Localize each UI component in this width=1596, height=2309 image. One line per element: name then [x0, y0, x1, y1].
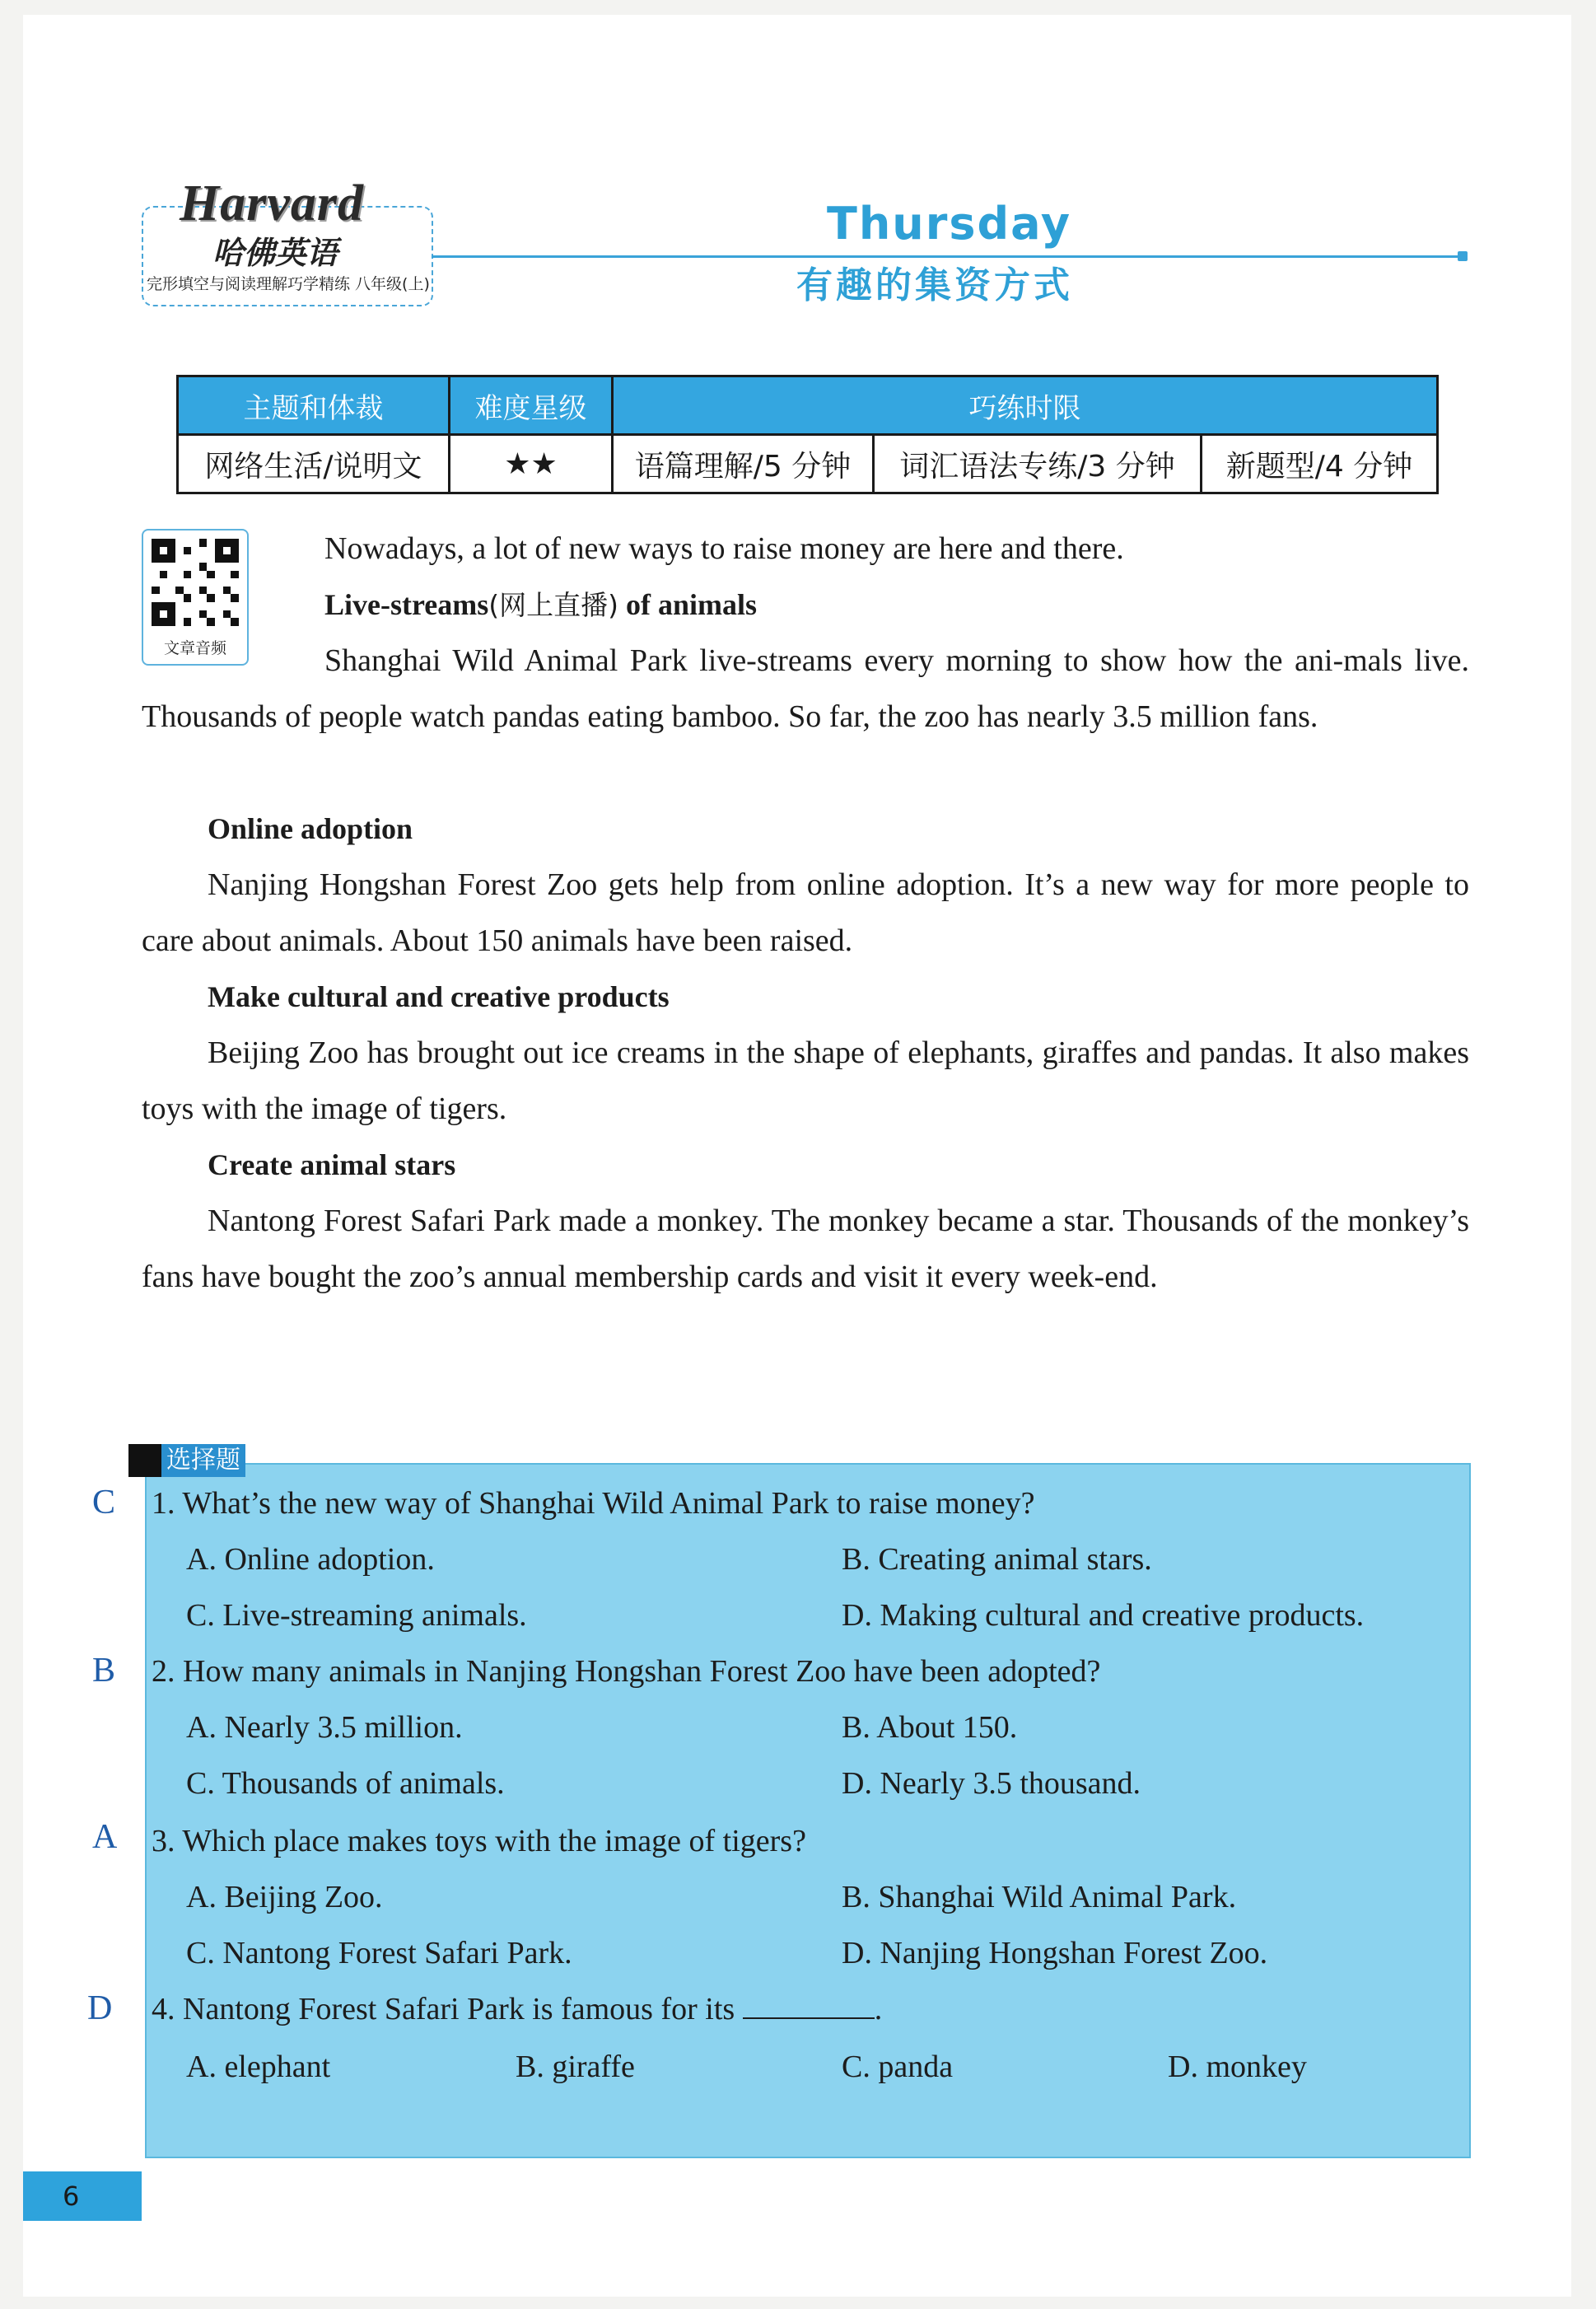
quiz-tag — [128, 1443, 245, 1478]
qr-label: 文章音频 — [163, 639, 226, 657]
option-3d[interactable]: D. Nanjing Hongshan Forest Zoo. — [842, 1936, 1268, 1970]
option-1b[interactable]: B. Creating animal stars. — [842, 1542, 1152, 1577]
section-heading-livestreams — [324, 577, 757, 633]
heading-livestreams-cn: (网上直播) — [488, 589, 619, 621]
answer-q1: C — [92, 1484, 116, 1521]
option-4b[interactable]: B. giraffe — [516, 2050, 635, 2084]
header-time-limit: 巧练时限 — [613, 376, 1438, 435]
cell-theme: 网络生活/说明文 — [178, 435, 450, 493]
cell-newtype-time: 新题型/4 分钟 — [1202, 435, 1438, 493]
paragraph-products: Beijing Zoo has brought out ice creams in the shape of elephants, giraffes and pandas. It also makes toys with the image of tigers. — [142, 1035, 1469, 1126]
header-topic: 有趣的集资方式 — [796, 264, 1073, 306]
option-4d[interactable]: D. monkey — [1168, 2050, 1307, 2084]
paragraph-livestreams: Shanghai Wild Animal Park live-streams every morning to show how the ani-mals live. Thousands of people watch pandas eating bamboo. So far, the zoo has nearly 3.5 million fans. — [142, 643, 1469, 734]
cell-stars: ★★ — [450, 435, 613, 493]
option-3b[interactable]: B. Shanghai Wild Animal Park. — [842, 1880, 1237, 1914]
paragraph-adoption: Nanjing Hongshan Forest Zoo gets help from online adoption. It’s a new way for more people to care about animals. About 150 animals have been raised. — [142, 867, 1469, 958]
question-1: 1. What’s the new way of Shanghai Wild Animal Park to raise money? — [152, 1486, 1035, 1521]
qr-pattern — [152, 539, 239, 626]
option-3a[interactable]: A. Beijing Zoo. — [186, 1880, 383, 1914]
section-heading-products: Make cultural and creative products — [208, 980, 670, 1013]
quiz-tag-label: 选择题 — [161, 1444, 245, 1477]
answer-blank[interactable] — [743, 1989, 875, 2019]
header-rule-end — [1458, 251, 1468, 261]
intro-paragraph: Nowadays, a lot of new ways to raise money are here and there. — [324, 531, 1124, 566]
info-table-header — [178, 376, 1438, 435]
info-table-row — [178, 435, 1438, 493]
section-heading-stars: Create animal stars — [208, 1148, 456, 1181]
question-4 — [152, 1989, 882, 2030]
option-4a[interactable]: A. elephant — [186, 2050, 331, 2084]
heading-livestreams-end: of animals — [626, 588, 758, 621]
option-2b[interactable]: B. About 150. — [842, 1710, 1018, 1745]
option-2c[interactable]: C. Thousands of animals. — [186, 1766, 505, 1801]
page-number: 6 — [23, 2171, 142, 2221]
cell-reading-time: 语篇理解/5 分钟 — [613, 435, 874, 493]
question-4-end: . — [874, 1992, 883, 2026]
question-3: 3. Which place makes toys with the image of tigers? — [152, 1824, 806, 1858]
section-heading-adoption: Online adoption — [208, 812, 413, 845]
heading-livestreams-en: Live-streams — [324, 588, 489, 621]
option-3c[interactable]: C. Nantong Forest Safari Park. — [186, 1936, 572, 1970]
answer-q2: B — [92, 1652, 116, 1690]
question-2: 2. How many animals in Nanjing Hongshan Forest Zoo have been adopted? — [152, 1654, 1101, 1689]
option-2d[interactable]: D. Nearly 3.5 thousand. — [842, 1766, 1141, 1801]
paragraph-stars: Nantong Forest Safari Park made a monkey. The monkey became a star. Thousands of the monkey’s fans have bought the zoo’s annual membership cards and visit it every week-end. — [142, 1204, 1469, 1294]
info-table — [176, 375, 1439, 494]
logo-chinese: 哈佛英语 — [212, 235, 338, 271]
option-1c[interactable]: C. Live-streaming animals. — [186, 1598, 527, 1633]
quiz-tag-square — [128, 1444, 161, 1477]
header-difficulty: 难度星级 — [450, 376, 613, 435]
option-1a[interactable]: A. Online adoption. — [186, 1542, 435, 1577]
cell-vocab-time: 词汇语法专练/3 分钟 — [874, 435, 1202, 493]
answer-q3: A — [92, 1818, 118, 1856]
header-theme: 主题和体裁 — [178, 376, 450, 435]
question-4-text: 4. Nantong Forest Safari Park is famous for its — [152, 1992, 735, 2026]
answer-q4: D — [87, 1989, 113, 2027]
header-day: Thursday — [827, 198, 1072, 250]
option-1d[interactable]: D. Making cultural and creative products. — [842, 1598, 1365, 1633]
logo-brand: Harvard — [180, 175, 364, 231]
option-4c[interactable]: C. panda — [842, 2050, 954, 2084]
logo-subtitle: 完形填空与阅读理解巧学精练 八年级(上) — [147, 275, 430, 293]
option-2a[interactable]: A. Nearly 3.5 million. — [186, 1710, 463, 1745]
